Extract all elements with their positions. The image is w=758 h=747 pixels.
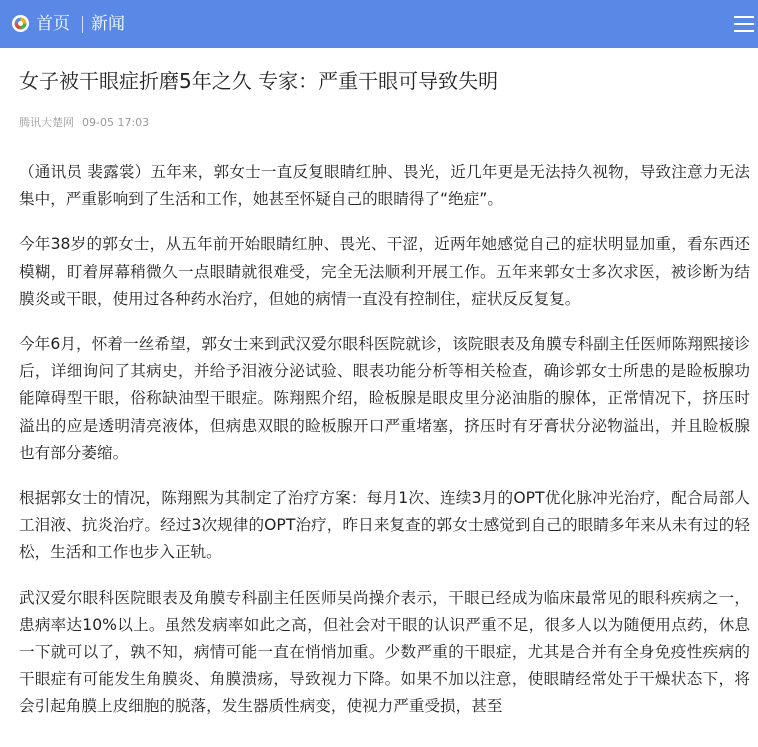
article-paragraph: 今年38岁的郭女士，从五年前开始眼睛红肿、畏光、干涩，近两年她感觉自己的症状明显加重，看东西还模糊，盯着屏幕稍微久一点眼睛就很难受，完全无法顺利开展工作。五年来郭女士多次求医，被诊断为结膜炎或干眼，使用过各种药水治疗，但她的病情一直没有控制住，症状反反复复。: [19, 235, 750, 308]
nav-divider: [82, 16, 83, 33]
top-nav-bar: [0, 0, 758, 48]
home-link[interactable]: 首页: [36, 14, 70, 34]
article-paragraph: 今年6月，怀着一丝希望，郭女士来到武汉爱尔眼科医院就诊，该院眼表及角膜专科副主任医师陈翔熙接诊后，详细询问了其病史，并给予泪液分泌试验、眼表功能分析等相关检查，确诊郭女士所患的是睑板腺功能障碍型干眼，俗称缺油型干眼症。陈翔熙介绍，睑板腺是眼皮里分泌油脂的腺体，正常情况下，挤压时溢出的应是透明清亮液体，但病患双眼的睑板腺开口严重堵塞，挤压时有牙膏状分泌物溢出，并且睑板腺也有部分萎缩。: [19, 335, 750, 462]
article-paragraph: （通讯员 裴露裳）五年来，郭女士一直反复眼睛红肿、畏光，近几年更是无法持久视物，导致注意力无法集中，严重影响到了生活和工作，她甚至怀疑自己的眼睛得了“绝症”。: [19, 163, 750, 209]
article-paragraph: 根据郭女士的情况，陈翔熙为其制定了治疗方案：每月1次、连续3月的OPT优化脉冲光治疗，配合局部人工泪液、抗炎治疗。经过3次规律的OPT治疗，昨日来复查的郭女士感觉到自己的眼睛多年来从未有过的轻松，生活和工作也步入正轨。: [19, 489, 750, 562]
article-meta: [19, 116, 149, 130]
hamburger-menu-icon[interactable]: [734, 15, 754, 33]
article-paragraph: 武汉爱尔眼科医院眼表及角膜专科副主任医师吴尚操介表示，干眼已经成为临床最常见的眼科疾病之一，患病率达10%以上。虽然发病率如此之高，但社会对干眼的认识严重不足，很多人以为随便用点药，休息一下就可以了，孰不知，病情可能一直在悄悄加重。少数严重的干眼症，尤其是合并有全身免疫性疾病的干眼症有可能发生角膜炎、角膜溃疡，导致视力下降。如果不加以注意，使眼睛经常处于干燥状态下，将会引起角膜上皮细胞的脱落，发生器质性病变，使视力严重受损，甚至: [19, 588, 750, 716]
article-source[interactable]: 腾讯大楚网: [19, 116, 74, 129]
tencent-news-logo-icon[interactable]: [11, 14, 30, 33]
article-title: 女子被干眼症折磨5年之久 专家：严重干眼可导致失明: [19, 69, 499, 93]
news-channel-link[interactable]: 新闻: [91, 14, 125, 34]
article-time: 09-05 17:03: [82, 116, 150, 129]
article-body: [19, 159, 750, 739]
